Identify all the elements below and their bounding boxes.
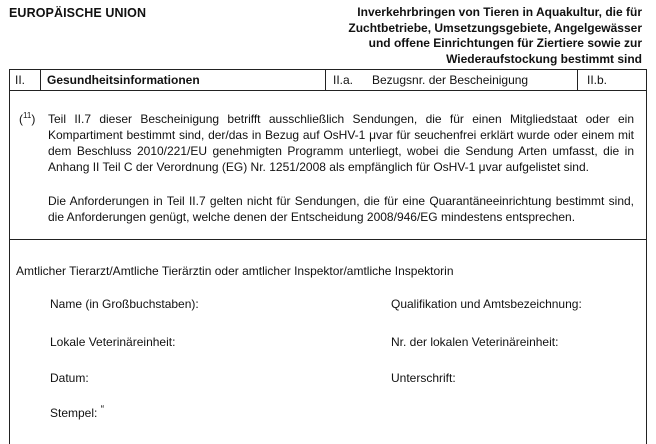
stamp-mark: “: [100, 404, 105, 415]
footnote-marker: ($^{11}$): [19, 111, 36, 126]
footnote-number: 11: [23, 111, 32, 120]
section-divider: [9, 239, 647, 240]
section-number: II.: [15, 73, 26, 87]
purpose-line: und offene Einrichtungen für Ziertiere sowie zur: [368, 36, 642, 51]
certificate-purpose-title: [312, 5, 642, 67]
date-label: Datum:: [50, 371, 89, 385]
purpose-line: Wiederaufstockung bestimmt sind: [446, 51, 642, 66]
column-divider: [577, 70, 578, 90]
column-divider: [325, 70, 326, 90]
purpose-line: Inverkehrbringen von Tieren in Aquakultur, die für: [357, 5, 642, 19]
local-unit-label: Lokale Veterinäreinheit:: [50, 335, 176, 349]
ref-code-a: II.a.: [333, 73, 354, 87]
certificate-ref-label: Bezugsnr. der Bescheinigung: [372, 73, 529, 87]
purpose-line: Zuchtbetriebe, Umsetzungsgebiete, Angelgewässer: [348, 20, 642, 35]
section-title: Gesundheitsinformationen: [47, 73, 200, 87]
stamp-label: Stempel: “: [50, 404, 105, 420]
note-paragraph: Teil II.7 dieser Bescheinigung betrifft ausschließlich Sendungen, die für einen Mitgliedstaat oder ein Kompartiment bestimmt sind, der/das in Bezug auf OsHV-1 μvar für seuchenfrei erklärt wurde oder einem mit dem Beschluss 2010/221/EU genehmigten Programm unterliegt, wobei die Sendung Arten umfasst, die in Anhang II Teil C der Verordnung (EG) Nr. 1251/2008 als empfänglich für OsHV-1 μvar aufgelistet sind.: [48, 112, 634, 174]
local-unit-number-label: Nr. der lokalen Veterinäreinheit:: [391, 335, 559, 349]
note-paragraph: Die Anforderungen in Teil II.7 gelten nicht für Sendungen, die für eine Quarantäneeinrichtung bestimmt sind, die Anforderungen genügt, welche denen der Entscheidung 2008/946/EG mindestens entsprechen.: [48, 194, 634, 224]
ref-code-b: II.b.: [587, 73, 608, 87]
name-label: Name (in Großbuchstaben):: [50, 297, 199, 311]
inspector-heading: Amtlicher Tierarzt/Amtliche Tierärztin oder amtlicher Inspektor/amtliche Inspektorin: [16, 264, 454, 278]
section-header-bar: [9, 69, 647, 91]
qualification-label: Qualifikation und Amtsbezeichnung:: [391, 297, 582, 311]
union-title: EUROPÄISCHE UNION: [9, 6, 147, 20]
column-divider: [40, 70, 41, 90]
signature-label: Unterschrift:: [391, 371, 456, 385]
